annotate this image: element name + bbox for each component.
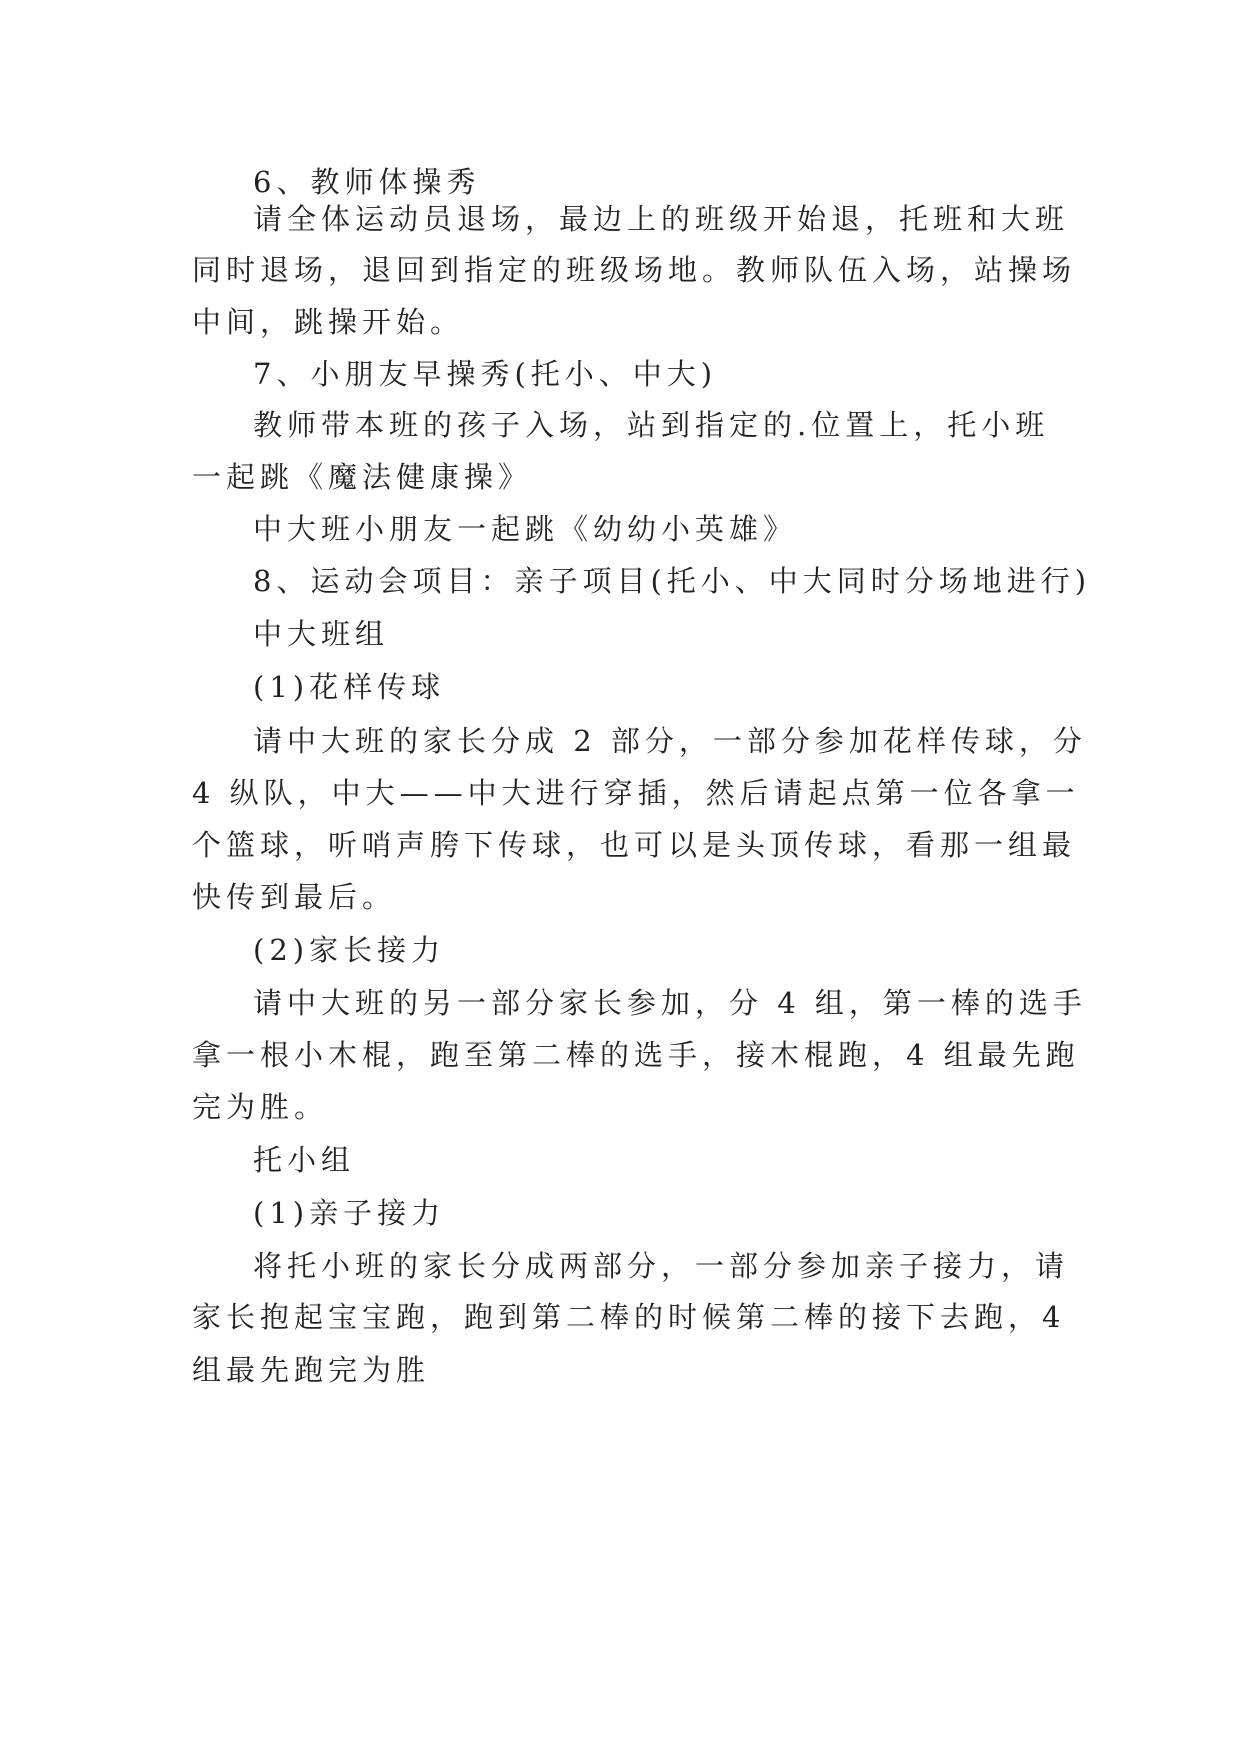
- item-heading: (2)家长接力: [253, 933, 446, 967]
- paragraph-line: 教师带本班的孩子入场，站到指定的.位置上，托小班: [253, 408, 1050, 442]
- paragraph-line: 请全体运动员退场，最边上的班级开始退，托班和大班: [253, 202, 1070, 236]
- section-heading-7: 7、小朋友早操秀(托小、中大): [253, 357, 718, 391]
- section-heading-6: 6、教师体操秀: [253, 165, 481, 199]
- subheading-group: 托小组: [253, 1143, 356, 1177]
- paragraph-line: 请中大班的另一部分家长参加，分 4 组，第一棒的选手: [253, 986, 1087, 1020]
- item-heading: (1)花样传球: [253, 670, 446, 704]
- section-heading-8: 8、运动会项目：亲子项目(托小、中大同时分场地进行): [253, 564, 1092, 598]
- subheading-group: 中大班组: [253, 617, 390, 651]
- paragraph-line: 同时退场，退回到指定的班级场地。教师队伍入场，站操场: [192, 253, 1077, 287]
- paragraph-line: 一起跳《魔法健康操》: [192, 460, 533, 494]
- paragraph-line: 完为胜。: [192, 1090, 329, 1124]
- paragraph-line: 组最先跑完为胜: [192, 1353, 431, 1387]
- paragraph-line: 家长抱起宝宝跑，跑到第二棒的时候第二棒的接下去跑，4: [192, 1300, 1066, 1334]
- paragraph-line: 快传到最后。: [192, 880, 397, 914]
- paragraph-line: 中大班小朋友一起跳《幼幼小英雄》: [253, 512, 798, 546]
- paragraph-line: 请中大班的家长分成 2 部分，一部分参加花样传球，分: [253, 724, 1087, 758]
- paragraph-line: 中间，跳操开始。: [192, 305, 465, 339]
- paragraph-line: 4 纵队，中大——中大进行穿插，然后请起点第一位各拿一: [192, 776, 1080, 810]
- paragraph-line: 将托小班的家长分成两部分，一部分参加亲子接力，请: [253, 1249, 1070, 1283]
- paragraph-line: 个篮球，听哨声胯下传球，也可以是头顶传球，看那一组最: [192, 828, 1077, 862]
- item-heading: (1)亲子接力: [253, 1196, 446, 1230]
- paragraph-line: 拿一根小木棍，跑至第二棒的选手，接木棍跑，4 组最先跑: [192, 1038, 1080, 1072]
